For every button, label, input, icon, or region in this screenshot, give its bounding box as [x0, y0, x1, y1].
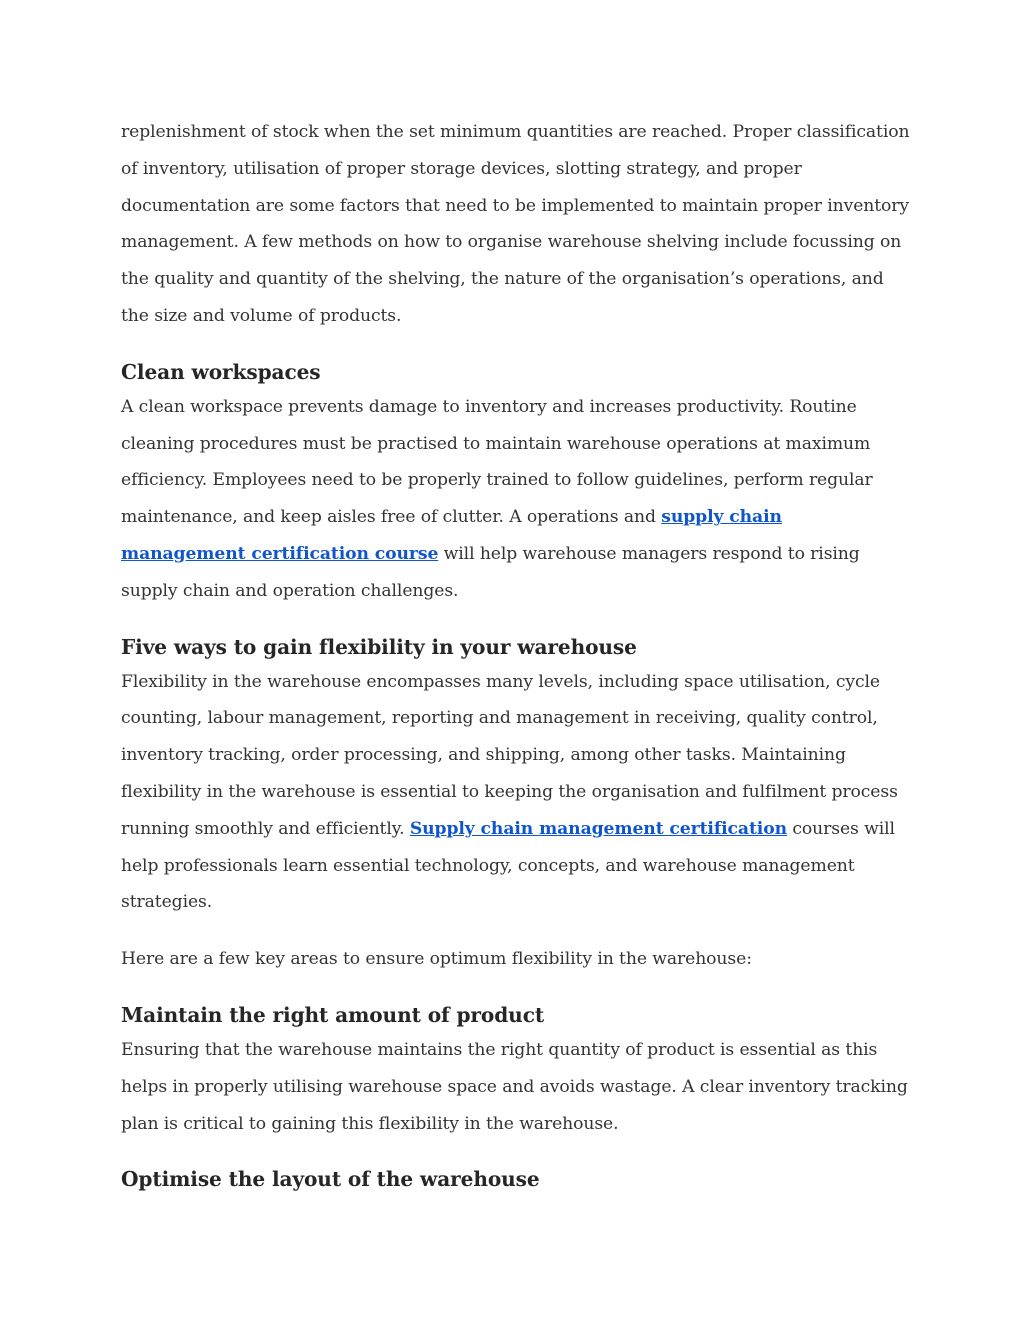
document-page [121, 114, 911, 1196]
section-spacer [121, 978, 911, 998]
flexibility-paragraph [121, 664, 911, 922]
maintain-product-heading: Maintain the right amount of product [121, 1002, 545, 1027]
clean-workspaces-text-after-link: will help warehouse managers respond to rising supply chain and operation challenges. [121, 543, 860, 601]
clean-workspaces-heading: Clean workspaces [121, 359, 321, 384]
flexibility-text-before-link: Flexibility in the warehouse encompasses many levels, including space utilisation, cycle counting, labour management, reporting and management in receiving, quality control, inventory tracking, order processing, and shipping, among other tasks. Maintaining flexibility in the warehouse is essential to keeping the organisation and fulfilment process running smoothly and efficiently. [121, 671, 898, 839]
intro-paragraph: replenishment of stock when the set minimum quantities are reached. Proper classification of inventory, utilisation of proper storage devices, slotting strategy, and proper documentation are some factors that need to be implemented to maintain proper inventory management. A few methods on how to organise warehouse shelving include focussing on the quality and quantity of the shelving, the nature of the organisation’s operations, and the size and volume of products. [121, 122, 910, 326]
clean-workspaces-text-before-link: A clean workspace prevents damage to inventory and increases productivity. Routine cleaning procedures must be practised to maintain warehouse operations at maximum efficiency. Employees need to be properly trained to follow guidelines, perform regular maintenance, and keep aisles free of clutter. A operations and [121, 396, 873, 528]
supply-chain-certification-link[interactable]: Supply chain management certification [409, 818, 787, 839]
flexibility-text-after-link: courses will help professionals learn essential technology, concepts, and warehouse management strategies. [121, 818, 895, 913]
section-spacer [121, 335, 911, 355]
flexibility-heading: Five ways to gain flexibility in your warehouse [121, 634, 637, 659]
section-spacer [121, 921, 911, 941]
clean-workspaces-paragraph [121, 389, 911, 610]
section-spacer [121, 610, 911, 630]
maintain-product-paragraph: Ensuring that the warehouse maintains the right quantity of product is essential as this helps in properly utilising warehouse space and avoids wastage. A clear inventory tracking plan is critical to gaining this flexibility in the warehouse. [121, 1039, 908, 1134]
section-spacer [121, 1142, 911, 1162]
key-areas-paragraph: Here are a few key areas to ensure optimum flexibility in the warehouse: [121, 949, 752, 970]
supply-chain-course-link[interactable]: supply chain management certification course [121, 507, 782, 564]
optimise-layout-heading: Optimise the layout of the warehouse [121, 1167, 540, 1192]
